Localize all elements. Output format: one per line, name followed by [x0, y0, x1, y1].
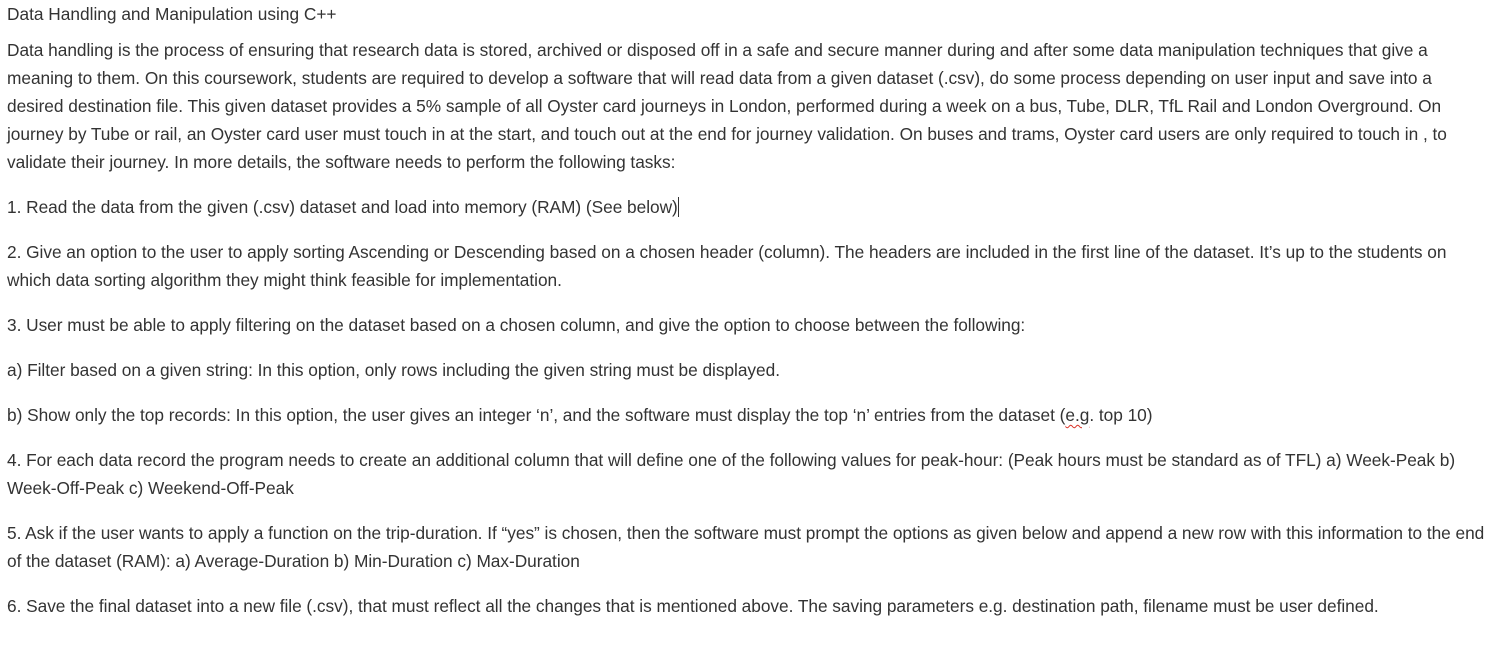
task-3b: [7, 401, 1490, 429]
task-5: 5. Ask if the user wants to apply a function on the trip-duration. If “yes” is chosen, then the software must prompt the options as given below and append a new row with this information to the end of the dataset (RAM): a) Average-Duration b) Min-Duration c) Max-Duration: [7, 523, 1485, 571]
intro-paragraph: Data handling is the process of ensuring that research data is stored, archived or disposed off in a safe and secure manner during and after some data manipulation techniques that give a meaning to them. On this coursework, students are required to develop a software that will read data from a given dataset (.csv), do some process depending on user input and save into a desired destination file. This given dataset provides a 5% sample of all Oyster card journeys in London, performed during a week on a bus, Tube, DLR, TfL Rail and London Overground. On journey by Tube or rail, an Oyster card user must touch in at the start, and touch out at the end for journey validation. On buses and trams, Oyster card users are only required to touch in , to validate their journey. In more details, the software needs to perform the following tasks:: [7, 40, 1447, 172]
text-cursor: [678, 197, 679, 217]
spelling-flagged-word: e.g: [1065, 405, 1090, 425]
task-4: 4. For each data record the program needs to create an additional column that will define one of the following values for peak-hour: (Peak hours must be standard as of TFL) a) Week-Peak b) Week-Off-Peak c) Weekend-Off-Peak: [7, 450, 1456, 498]
task-3: 3. User must be able to apply filtering on the dataset based on a chosen column, and give the option to choose between the following:: [7, 315, 1026, 335]
document-title: Data Handling and Manipulation using C++: [7, 4, 337, 24]
task-1-text: 1. Read the data from the given (.csv) dataset and load into memory (RAM) (See below): [7, 197, 678, 217]
task-3b-text-end: . top 10): [1089, 405, 1153, 425]
task-2: 2. Give an option to the user to apply sorting Ascending or Descending based on a chosen header (column). The headers are included in the first line of the dataset. It’s up to the students on which data sorting algorithm they might think feasible for implementation.: [7, 242, 1447, 290]
task-6: 6. Save the final dataset into a new file (.csv), that must reflect all the changes that is mentioned above. The saving parameters e.g. destination path, filename must be user defined.: [7, 596, 1379, 616]
task-1: [7, 193, 1490, 221]
task-3b-text-start: b) Show only the top records: In this option, the user gives an integer ‘n’, and the software must display the top ‘n’ entries from the dataset (: [7, 405, 1066, 425]
task-3a: a) Filter based on a given string: In this option, only rows including the given string must be displayed.: [7, 360, 780, 380]
